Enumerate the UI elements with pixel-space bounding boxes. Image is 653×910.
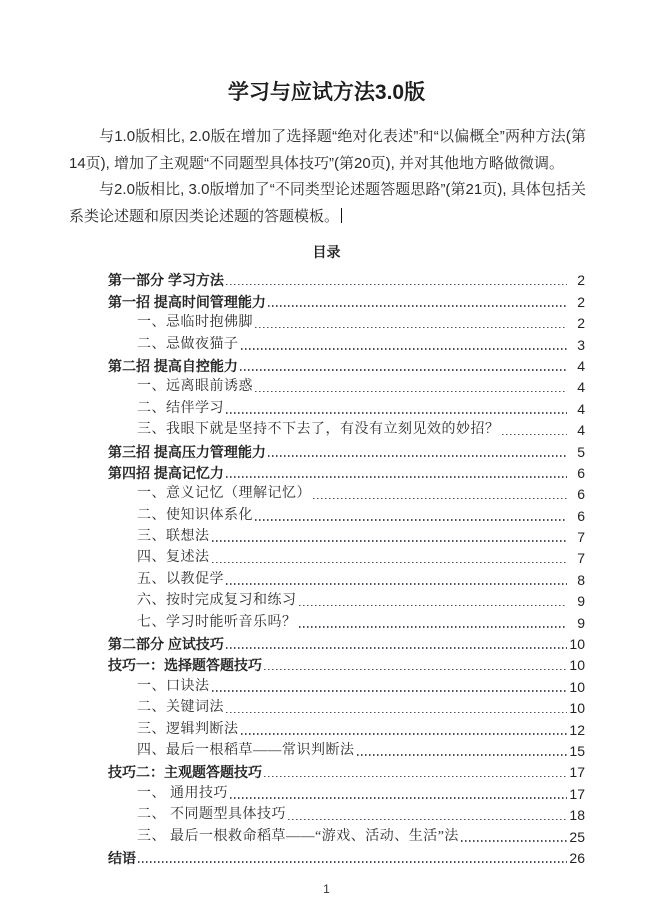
intro-section — [69, 124, 586, 230]
toc-entry-label: 三、逻辑判断法 — [137, 721, 239, 737]
toc-dotted-leader — [226, 712, 567, 714]
toc-entry-page: 6 — [577, 464, 585, 481]
toc-entry-page: 7 — [577, 529, 585, 546]
toc-entry-label: 一、远离眼前诱惑 — [137, 379, 253, 395]
toc-dotted-leader — [226, 647, 567, 649]
toc-dotted-leader — [268, 305, 567, 307]
toc-entry-label: 三、 最后一根救命稻草——“游戏、活动、生活”法 — [137, 828, 459, 844]
toc-dotted-leader — [241, 733, 568, 735]
toc-dotted-leader — [255, 519, 567, 521]
toc-entry-page: 5 — [577, 443, 585, 460]
toc-dotted-leader — [226, 412, 567, 414]
toc-dotted-leader — [226, 476, 567, 478]
toc-entry-page: 4 — [577, 400, 585, 417]
toc-dotted-leader — [212, 690, 568, 692]
toc-entry-page: 26 — [569, 849, 585, 866]
toc-entry-label: 第一招 提高时间管理能力 — [108, 293, 266, 310]
toc-entry[interactable] — [108, 696, 585, 717]
toc-dotted-leader — [313, 498, 567, 500]
toc-entry[interactable] — [108, 674, 585, 695]
toc-dotted-leader — [230, 797, 567, 799]
toc-entry[interactable] — [108, 781, 585, 802]
toc-entry-page: 12 — [569, 721, 585, 738]
toc-entry-page: 9 — [577, 593, 585, 610]
toc-entry-label: 第一部分 学习方法 — [108, 272, 224, 289]
toc-entry-page: 17 — [569, 764, 585, 781]
toc-entry[interactable] — [108, 332, 585, 353]
toc-entry-page: 10 — [569, 636, 585, 653]
toc-dotted-leader — [255, 391, 567, 393]
toc-entry-label: 第二部分 应试技巧 — [108, 636, 224, 653]
toc-entry[interactable] — [108, 846, 585, 867]
toc-entry-page: 4 — [577, 422, 585, 439]
toc-dotted-leader — [299, 605, 568, 607]
toc-entry-page: 4 — [577, 379, 585, 396]
toc-entry[interactable] — [108, 375, 585, 396]
text-cursor — [341, 208, 342, 223]
toc-dotted-leader — [241, 348, 568, 350]
toc-entry[interactable] — [108, 824, 585, 845]
toc-dotted-leader — [502, 434, 568, 436]
toc-entry-label: 三、我眼下就是坚持不下去了，有没有立刻见效的妙招？ — [137, 422, 500, 438]
toc-entry[interactable] — [108, 418, 585, 439]
toc-dotted-leader — [288, 819, 567, 821]
toc-dotted-leader — [264, 669, 567, 671]
toc-dotted-leader — [264, 776, 567, 778]
toc-entry-label: 一、口诀法 — [137, 678, 210, 694]
toc-entry[interactable] — [108, 717, 585, 738]
toc-entry[interactable] — [108, 632, 585, 653]
toc-dotted-leader — [255, 327, 567, 329]
toc-entry-label: 二、结伴学习 — [137, 400, 224, 416]
toc-entry-label: 第四招 提高记忆力 — [108, 464, 224, 481]
toc-entry[interactable] — [108, 760, 585, 781]
toc-entry-page: 8 — [577, 571, 585, 588]
toc-entry[interactable] — [108, 289, 585, 310]
intro-paragraph — [69, 177, 586, 230]
toc-entry-label: 结语 — [108, 849, 136, 866]
toc-entry[interactable] — [108, 739, 585, 760]
toc-entry-label: 一、 通用技巧 — [137, 785, 228, 801]
toc-entry-page: 2 — [577, 293, 585, 310]
toc-entry-page: 7 — [577, 550, 585, 567]
toc-entry-label: 第二招 提高自控能力 — [108, 357, 238, 374]
toc-entry-label: 一、意义记忆（理解记忆） — [137, 486, 311, 502]
toc-entry-page: 2 — [577, 315, 585, 332]
toc-entry-page: 17 — [569, 785, 585, 802]
toc-entry[interactable] — [108, 503, 585, 524]
toc-entry-label: 二、关键词法 — [137, 700, 224, 716]
toc-dotted-leader — [138, 861, 567, 863]
toc-entry-page: 10 — [569, 657, 585, 674]
footer-page-number: 1 — [323, 882, 330, 896]
toc-dotted-leader — [212, 562, 568, 564]
toc-dotted-leader — [212, 540, 568, 542]
toc-entry-page: 25 — [569, 828, 585, 845]
toc-entry-label: 六、按时完成复习和练习 — [137, 593, 297, 609]
toc-dotted-leader — [461, 840, 567, 842]
toc-entry-page: 3 — [577, 336, 585, 353]
toc-entry[interactable] — [108, 653, 585, 674]
toc-entry[interactable] — [108, 354, 585, 375]
toc-dotted-leader — [357, 754, 568, 756]
toc-dotted-leader — [226, 583, 567, 585]
toc-entry-page: 18 — [569, 807, 585, 824]
toc-entry[interactable] — [108, 268, 585, 289]
toc-entry[interactable] — [108, 610, 585, 631]
toc-dotted-leader — [226, 284, 567, 286]
toc-entry[interactable] — [108, 439, 585, 460]
toc-entry[interactable] — [108, 482, 585, 503]
toc-entry-label: 四、最后一根稻草——常识判断法 — [137, 742, 355, 758]
toc-entry-label: 技巧一：选择题答题技巧 — [108, 657, 262, 674]
toc-entry-page: 4 — [577, 357, 585, 374]
toc-entry-page: 6 — [577, 507, 585, 524]
toc-entry-page: 6 — [577, 486, 585, 503]
toc-entry-label: 三、联想法 — [137, 529, 210, 545]
intro-paragraph-text: 与2.0版相比, 3.0版增加了“不同类型论述题答题思路”(第21页), 具体包括关系类论述题和原因类论述题的答题模板。 — [69, 181, 586, 225]
toc-dotted-leader — [240, 369, 567, 371]
page-title: 学习与应试方法3.0版 — [227, 81, 426, 104]
toc-entry[interactable] — [108, 803, 585, 824]
toc-entry[interactable] — [108, 525, 585, 546]
toc-entry-label: 七、学习时能听音乐吗？ — [137, 614, 297, 630]
toc-entry-page: 9 — [577, 614, 585, 631]
toc-entry-label: 第三招 提高压力管理能力 — [108, 443, 266, 460]
toc-entry-label: 二、使知识体系化 — [137, 507, 253, 523]
toc-dotted-leader — [299, 626, 568, 628]
toc-entry-label: 四、复述法 — [137, 550, 210, 566]
toc-entry-page: 2 — [577, 272, 585, 289]
toc-entry-label: 五、以教促学 — [137, 571, 224, 587]
toc-entry[interactable] — [108, 546, 585, 567]
toc-entry-page: 10 — [569, 678, 585, 695]
toc-entry-label: 二、忌做夜猫子 — [137, 336, 239, 352]
toc-list — [108, 268, 585, 867]
toc-entry-page: 10 — [569, 700, 585, 717]
toc-heading: 目录 — [312, 246, 341, 261]
toc-dotted-leader — [268, 455, 567, 457]
toc-entry[interactable] — [108, 311, 585, 332]
toc-entry-label: 二、 不同题型具体技巧 — [137, 807, 286, 823]
toc-entry-label: 一、忌临时抱佛脚 — [137, 315, 253, 331]
toc-entry[interactable] — [108, 461, 585, 482]
toc-entry-page: 15 — [569, 742, 585, 759]
intro-paragraph-text: 与1.0版相比, 2.0版在增加了选择题“绝对化表述”和“以偏概全”两种方法(第14页), 增加了主观题“不同题型具体技巧”(第20页), 并对其他地方略做微调。 — [69, 128, 586, 172]
toc-entry[interactable] — [108, 589, 585, 610]
intro-paragraph — [69, 124, 586, 177]
toc-entry[interactable] — [108, 396, 585, 417]
toc-entry-label: 技巧二：主观题答题技巧 — [108, 764, 262, 781]
toc-entry[interactable] — [108, 567, 585, 588]
